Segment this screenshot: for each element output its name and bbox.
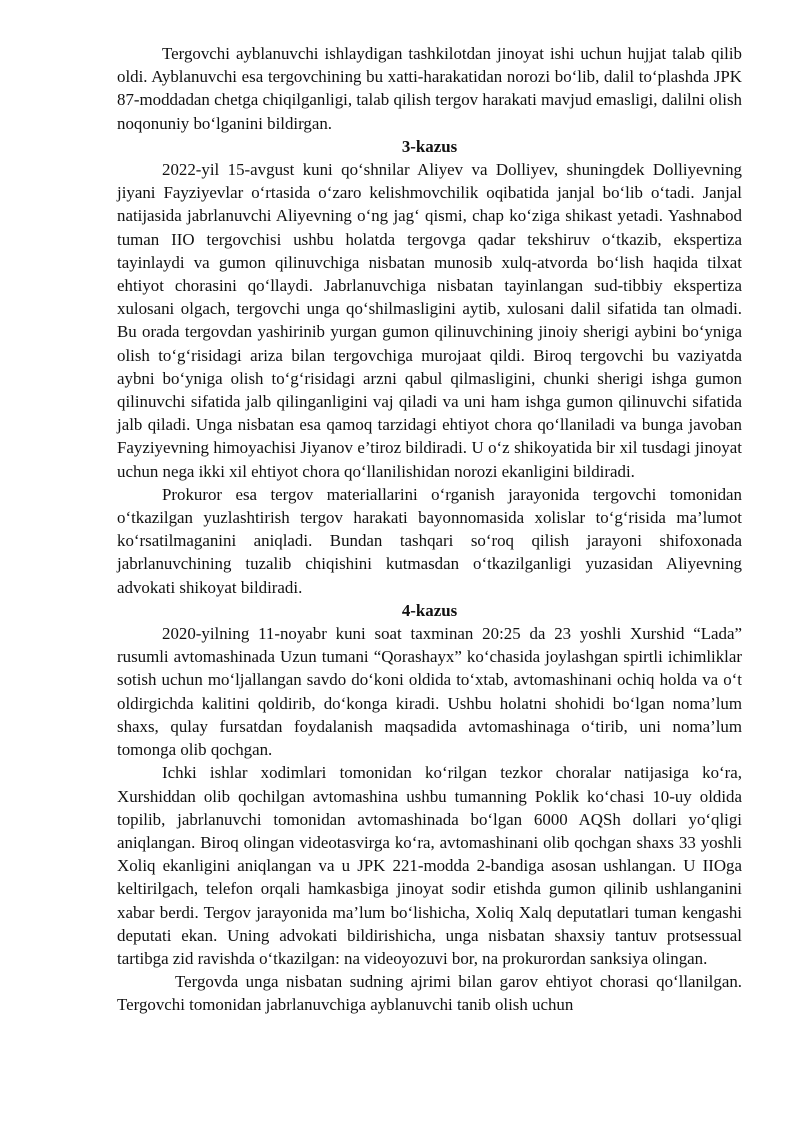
case-heading-4: 4-kazus [401, 600, 458, 620]
case-heading-3: 3-kazus [401, 136, 458, 156]
paragraph: Prokuror esa tergov materiallarini o‘rganish jarayonida tergovchi tomonidan o‘tkazilgan yuzlashtirish tergov harakati bayonnomasida xolislar to‘g‘risida ma’lumot ko‘rsatilmaganini aniqladi. Bundan tashqari so‘roq qilish jarayoni shifoxonada jabrlanuvchining tuzalib chiqishini kutmasdan o‘tkazilganligi yuzasidan Aliyevning advokati shikoyat bildiradi. [117, 484, 742, 597]
paragraph: Tergovda unga nisbatan sudning ajrimi bilan garov ehtiyot chorasi qo‘llanilgan. Tergovchi tomonidan jabrlanuvchiga ayblanuvchi tanib olish uchun [117, 972, 742, 1015]
paragraph: 2020-yilning 11-noyabr kuni soat taxminan 20:25 da 23 yoshli Xurshid “Lada” rusumli avtomashinada Uzun tumani “Qorashayx” ko‘chasida joylashgan spirtli ichimliklar sotish uchun mo‘ljallangan savdo do‘koni oldida to‘xtab, avtomashinani ochiq holda va o‘t oldirgichda kalitini qoldirib, do‘konga kiradi. Ushbu holatni shohidi bo‘lgan noma’lum shaxs, qulay fursatdan foydalanish maqsadida avtomashinaga o‘tirib, uni noma’lum tomonga olib qochgan. [117, 624, 742, 760]
document-page [117, 42, 742, 1017]
paragraph: Tergovchi ayblanuvchi ishlaydigan tashkilotdan jinoyat ishi uchun hujjat talab qilib oldi. Ayblanuvchi esa tergovchining bu xatti-harakatidan norozi bo‘lib, dalil to‘plashda JPK 87-moddadan chetga chiqilganligi, talab qilish tergov harakati mavjud emasligi, dalilni olish noqonuniy bo‘lganini bildirgan. [117, 44, 742, 133]
paragraph: Ichki ishlar xodimlari tomonidan ko‘rilgan tezkor choralar natijasiga ko‘ra, Xurshiddan olib qochilgan avtomashina ushbu tumanning Poklik ko‘chasi 10-uy oldida topilib, jabrlanuvchi tomonidan avtomashinada bo‘lgan 6000 AQSh dollari yo‘qligi aniqlangan. Biroq olingan videotasvirga ko‘ra, avtomashinani olib qochgan shaxs 33 yoshli Xoliq ekanligini aniqlangan va u JPK 221-modda 2-bandiga asosan ushlangan. U IIOga keltirilgach, telefon orqali hamkasbiga jinoyat sodir etishda gumon qilinib ushlanganini xabar berdi. Tergov jarayonida ma’lum bo‘lishicha, Xoliq Xalq deputatlari tuman kengashi deputati ekan. Uning advokati bildirishicha, unga nisbatan shaxsiy tantuv protsessual tartibga zid ravishda o‘tkazilgan: na videoyozuvi bor, na prokurordan sanksiya olingan. [117, 763, 742, 968]
paragraph: 2022-yil 15-avgust kuni qo‘shnilar Aliyev va Dolliyev, shuningdek Dolliyevning jiyani Fayziyevlar o‘rtasida o‘zaro kelishmovchilik oqibatida janjal bo‘lib o‘tadi. Janjal natijasida jabrlanuvchi Aliyevning o‘ng jag‘ qismi, chap ko‘ziga shikast yetadi. Yashnabod tuman IIO tergovchisi ushbu holatda tergovga qadar tekshiruv o‘tkazib, ekspertiza tayinlaydi va gumon qilinuvchiga nisbatan munosib xulq-atvorda bo‘lish haqida tilxat ehtiyot chorasini qo‘llaydi. Jabrlanuvchiga nisbatan tayinlangan sud-tibbiy ekspertiza xulosani olgach, tergovchi unga qo‘shilmasligini aytib, xulosani dalil sifatida tan olmadi. Bu orada tergovdan yashirinib yurgan gumon qilinuvchining jinoiy sherigi aybini bo‘yniga olish to‘g‘risidagi ariza bilan tergovchiga murojaat qildi. Biroq tergovchi bu vaziyatda aybni bo‘yniga olish to‘g‘risidagi arzni qabul qilmasligini, chunki sherigi ishga gumon qilinuvchi sifatida jalb qilinganligini vaj qiladi va uni ham ishga gumon qilinuvchi sifatida jalb qiladi. Unga nisbatan esa qamoq tarzidagi ehtiyot chora qo‘llaniladi va bunga javoban Fayziyevning himoyachisi Jiyanov e’tiroz bildiradi. U o‘z shikoyatida bir xil tusdagi jinoyat uchun nega ikki xil ehtiyot chora qo‘llanilishidan norozi ekanligini bildiradi. [117, 160, 742, 481]
